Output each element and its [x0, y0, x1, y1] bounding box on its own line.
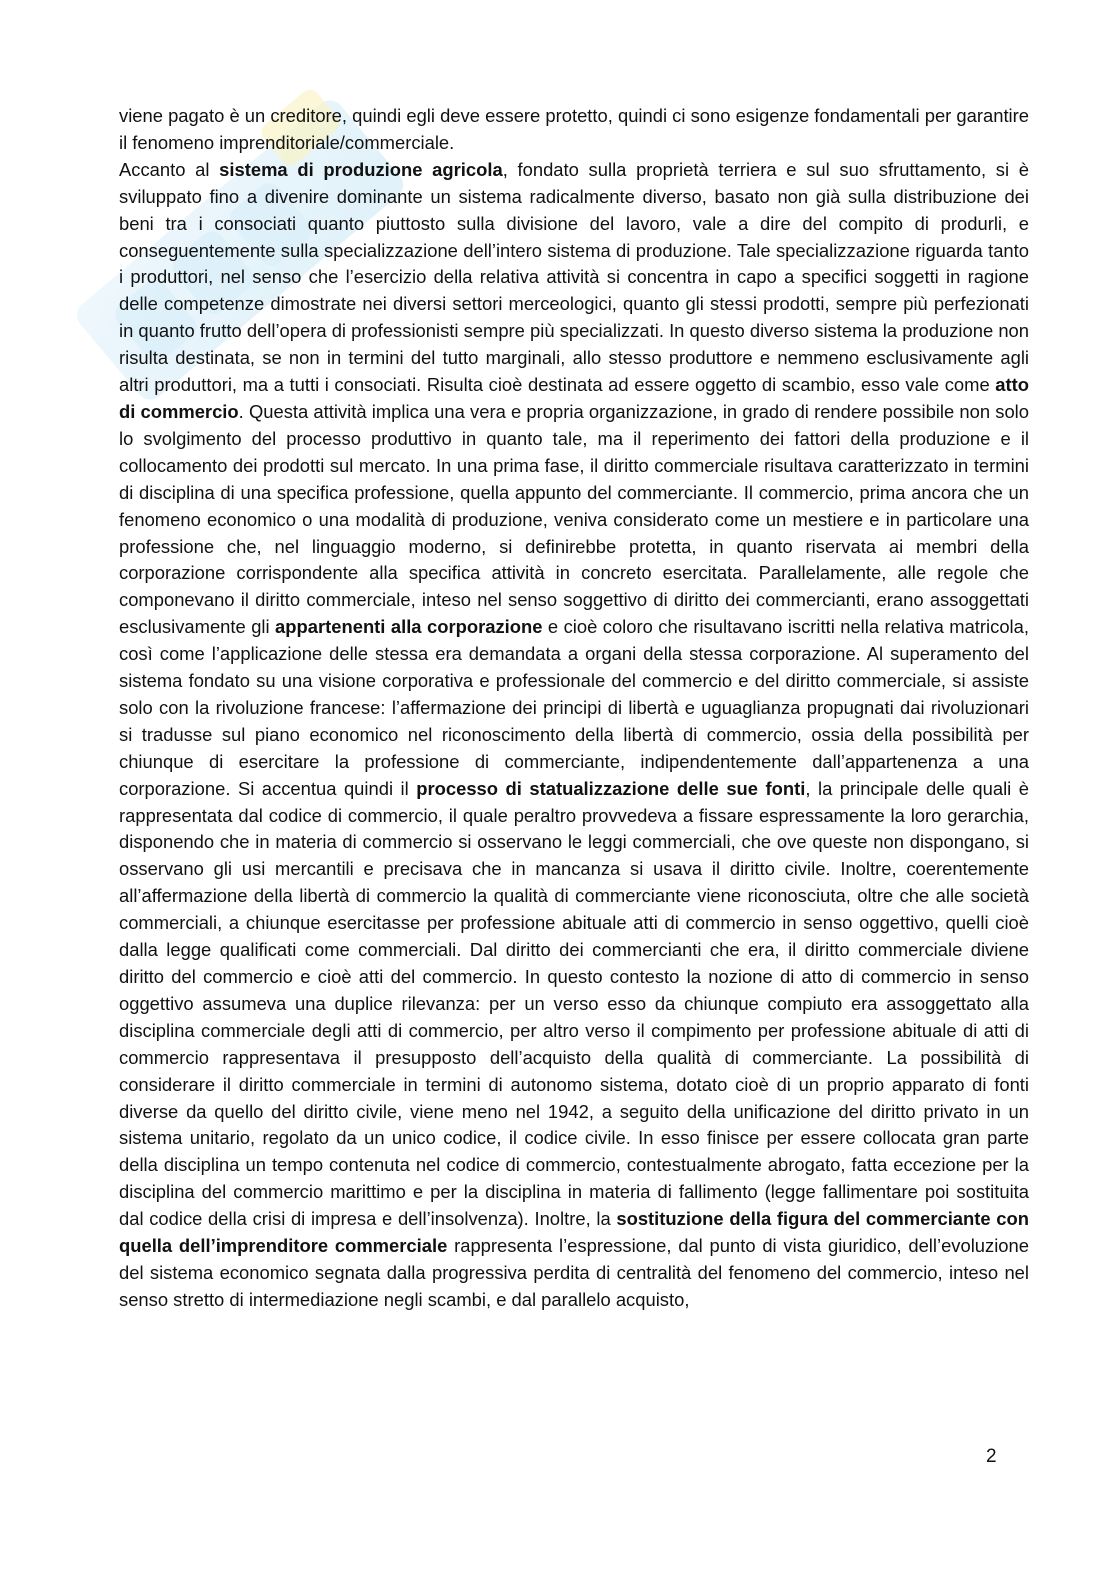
paragraph: [119, 157, 1029, 1314]
text-run: e cioè coloro che risultavano iscritti nella relativa matricola, così come l’applicazione delle stessa era demandata a organi della stessa corporazione. Al superamento del sistema fondato su una visione corporativa e professionale del commercio e del diritto commerciale, si assiste solo con la rivoluzione francese: l’affermazione dei principi di libertà e uguaglianza propugnati dai rivoluzionari si tradusse sul piano economico nel riconoscimento della libertà di commercio, ossia della possibilità per chiunque di esercitare la professione di commerciante, indipendentemente dall’appartenenza a una corporazione. Si accentua quindi il: [119, 616, 1029, 799]
body-text: [119, 103, 1029, 1314]
text-run: rappresenta l’espressione, dal punto di vista giuridico, dell’evoluzione del sistema economico segnata dalla progressiva perdita di centralità del fenomeno del commercio, inteso nel senso stretto di intermediazione negli scambi, e dal parallelo acquisto,: [119, 1235, 1029, 1310]
text-run: , fondato sulla proprietà terriera e sul suo sfruttamento, si è sviluppato fino a divenire dominante un sistema radicalmente diverso, basato non già sulla distribuzione dei beni tra i consociati quanto piuttosto sulla divisione del lavoro, vale a dire del compito di produrli, e conseguentemente sulla specializzazione dell’intero sistema di produzione. Tale specializzazione riguarda tanto i produttori, nel senso che l’esercizio della relativa attività si concentra in capo a specifici soggetti in ragione delle competenze dimostrate nei diversi settori merceologici, quanto gli stessi prodotti, sempre più perfezionati in quanto frutto dell’opera di professionisti sempre più specializzati. In questo diverso sistema la produzione non risulta destinata, se non in termini del tutto marginali, allo stesso produttore e nemmeno esclusivamente agli altri produttori, ma a tutti i consociati. Risulta cioè destinata ad essere oggetto di scambio, esso vale come: [119, 158, 1029, 396]
bold-term: appartenenti alla corporazione: [275, 616, 543, 638]
bold-term: atto di commercio: [119, 374, 1029, 422]
text-run: Accanto al: [119, 158, 220, 180]
bold-term: processo di statualizzazione delle sue fonti: [416, 777, 806, 799]
text-run: , la principale delle quali è rappresentata dal codice di commercio, il quale peraltro provvedeva a fissare espressamente la loro gerarchia, disponendo che in materia di commercio si osservano le leggi commerciali, che ove queste non dispongano, si osservano gli usi mercantili e precisava che in mancanza si usava il diritto civile. Inoltre, coerentemente all’affermazione della libertà di commercio la qualità di commerciante viene riconosciuta, oltre che alle società commerciali, a chiunque esercitasse per professione abituale atti di commercio in senso oggettivo, quelli cioè dalla legge qualificati come commerciali. Dal diritto dei commercianti che era, il diritto commerciale diviene diritto del commercio e cioè atti del commercio. In questo contesto la nozione di atto di commercio in senso oggettivo assumeva una duplice rilevanza: per un verso esso da chiunque compiuto era assoggettato alla disciplina commerciale degli atti di commercio, per altro verso il compimento per professione abituale di atti di commercio rappresentava il presupposto dell’acquisto della qualità di commerciante. La possibilità di considerare il diritto commerciale in termini di autonomo sistema, dotato cioè di un proprio apparato di fonti diverse da quello del diritto civile, viene meno nel 1942, a seguito della unificazione del diritto privato in un sistema unitario, regolato da un unico codice, il codice civile. In esso finisce per essere collocata gran parte della disciplina un tempo contenuta nel codice di commercio, contestualmente abrogato, fatta eccezione per la disciplina del commercio marittimo e per la disciplina in materia di fallimento (legge fallimentare poi sostituita dal codice della crisi di impresa e dell’insolvenza). Inoltre, la: [119, 777, 1029, 1230]
paragraph: [119, 103, 1029, 157]
bold-term: sistema di produzione agricola: [219, 158, 503, 180]
text-run: . Questa attività implica una vera e propria organizzazione, in grado di rendere possibile non solo lo svolgimento del processo produttivo in quanto tale, ma il reperimento dei fattori della produzione e il collocamento dei prodotti sul mercato. In una prima fase, il diritto commerciale risultava caratterizzato in termini di disciplina di una specifica professione, quella appunto del commerciante. Il commercio, prima ancora che un fenomeno economico o una modalità di produzione, veniva considerato come un mestiere e in particolare una professione che, nel linguaggio moderno, si definirebbe protetta, in quanto riservata ai membri della corporazione corrispondente alla specifica attività in concreto esercitata. Parallelamente, alle regole che componevano il diritto commerciale, inteso nel senso soggettivo di diritto dei commercianti, erano assoggettati esclusivamente gli: [119, 400, 1029, 638]
text-run: viene pagato è un creditore, quindi egli deve essere protetto, quindi ci sono esigenze fondamentali per garantire il fenomeno imprenditoriale/commerciale.: [119, 105, 1029, 153]
page-number: 2: [986, 1446, 997, 1467]
bold-term: sostituzione della figura del commerciante con quella dell’imprenditore commerciale: [119, 1208, 1029, 1257]
